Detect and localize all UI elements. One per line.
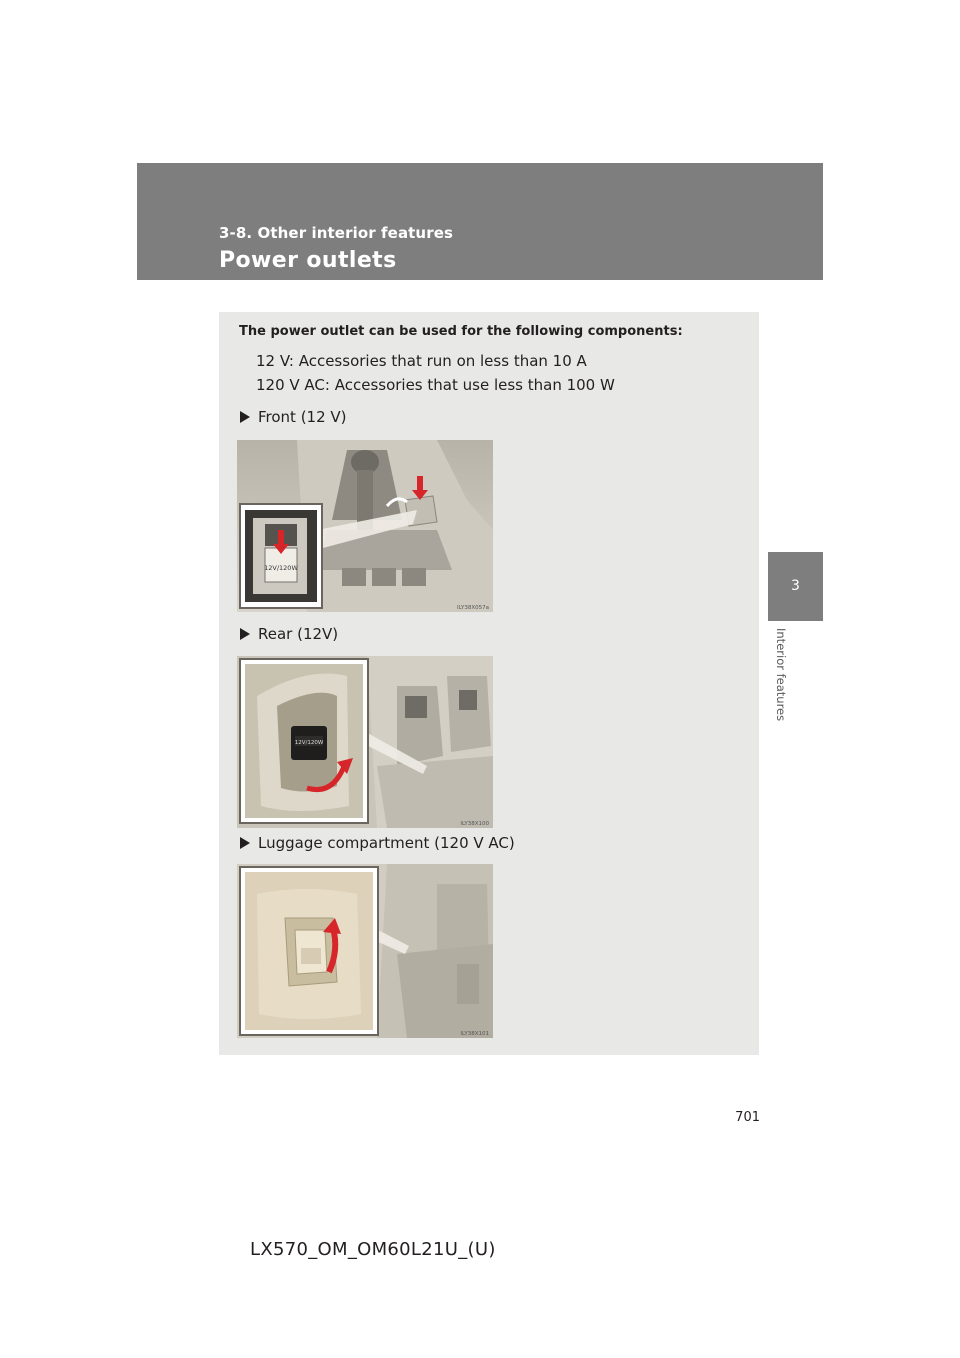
page-title: Power outlets bbox=[219, 248, 397, 273]
bullet-rear-label: Rear (12V) bbox=[258, 625, 339, 643]
figure-code-luggage: ILY38X101 bbox=[460, 1031, 489, 1037]
bullet-front bbox=[238, 408, 347, 426]
bullet-front-label: Front (12 V) bbox=[258, 408, 347, 426]
page-number: 701 bbox=[735, 1110, 760, 1125]
bullet-rear bbox=[238, 625, 338, 643]
bullet-luggage bbox=[238, 834, 515, 852]
content-box bbox=[219, 312, 759, 1055]
chapter-label: Interior features bbox=[774, 628, 788, 722]
chapter-tab[interactable] bbox=[768, 552, 823, 621]
chapter-number: 3 bbox=[791, 578, 800, 594]
figure-rear-outlet bbox=[237, 656, 493, 828]
header-bar bbox=[137, 163, 823, 280]
section-label: 3-8. Other interior features bbox=[219, 224, 454, 242]
luggage-outlet-illustration bbox=[237, 864, 493, 1038]
bullet-arrow-icon bbox=[240, 411, 250, 423]
front-outlet-illustration bbox=[237, 440, 493, 612]
outlet-label-rear: 12V/120W bbox=[294, 740, 324, 746]
bullet-luggage-label: Luggage compartment (120 V AC) bbox=[258, 834, 515, 852]
rear-outlet-illustration bbox=[237, 656, 493, 828]
spec-12v: 12 V: Accessories that run on less than 10 A bbox=[256, 352, 587, 370]
bullet-arrow-icon bbox=[240, 837, 250, 849]
bullet-arrow-icon bbox=[240, 628, 250, 640]
figure-code-rear: ILY38X100 bbox=[460, 821, 489, 827]
figure-code-front: ILY38X057a bbox=[457, 605, 489, 611]
intro-text: The power outlet can be used for the following components: bbox=[239, 324, 683, 339]
figure-front-outlet bbox=[237, 440, 493, 612]
outlet-label-front: 12V/120W bbox=[264, 564, 298, 572]
spec-120v: 120 V AC: Accessories that use less than 100 W bbox=[256, 376, 615, 394]
document-id: LX570_OM_OM60L21U_(U) bbox=[250, 1239, 496, 1260]
figure-luggage-outlet bbox=[237, 864, 493, 1038]
